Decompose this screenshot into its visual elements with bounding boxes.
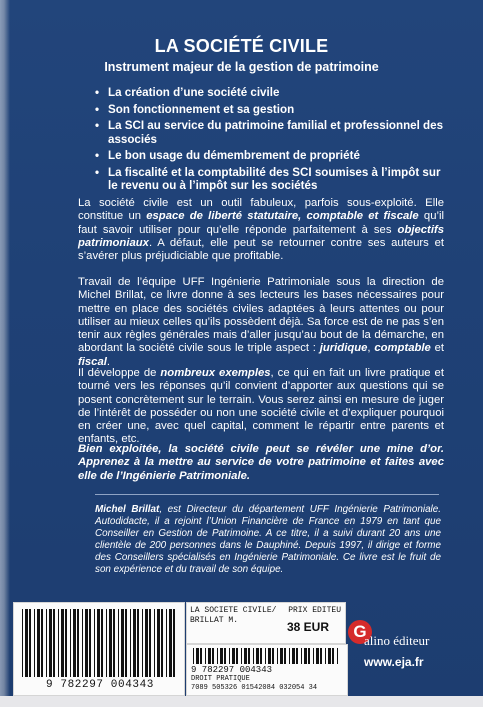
text-run: . A défaut, elle peut se retourner contre ses auteurs et s’avérer plus préjudiciable que profitable. [78, 236, 444, 263]
emphasis: objectifs patrimoniaux [78, 223, 444, 249]
publisher-name: alino éditeur [364, 633, 430, 648]
price-sticker [186, 602, 346, 644]
sticker-author: BRILLAT M. [190, 616, 239, 625]
publisher-logo-icon: G [348, 620, 372, 644]
emphasis: espace de liberté statutaire, comptable et fiscale [146, 210, 419, 223]
team-paragraph [78, 276, 444, 369]
text-run: et [430, 342, 445, 355]
emphasis: fiscal [78, 355, 107, 368]
text-run: La société civile est un outil fabuleux, parfois sous-exploité. Elle constitue un [78, 197, 444, 223]
author-name: Michel Brillat [95, 504, 160, 515]
sticker-price-label: PRIX EDITEU [288, 606, 341, 615]
closing-text: Bien exploitée, la société civile peut se révéler une mine d’or. Apprenez à la mettre au service de votre patrimoine et faites avec elle de l’Ingénierie Patrimoniale. [78, 443, 444, 482]
intro-paragraph [78, 197, 444, 263]
topic-item: • La SCI au service du patrimoine familial et professionnel des associés [95, 119, 445, 146]
publisher-website: www.eja.fr [364, 655, 424, 669]
barcode-bars [20, 609, 178, 677]
topic-item: • Le bon usage du démembrement de propriété [95, 149, 445, 163]
isbn-barcode [13, 602, 185, 696]
emphasis: juridique [319, 342, 368, 355]
store-barcode-digits: 9 782297 004343 [191, 665, 273, 675]
author-bio [95, 504, 441, 575]
text-run: Travail de l’équipe UFF Ingénierie Patrimoniale sous la direction de Michel Brillat, ce livre donne à ses lecteurs les bases nécessaires pour mettre en place des sociétés civiles adaptées à leurs attentes ou pour utiliser au mieux celles qu’ils possèdent déjà. Sa force est de ne pas s’en tenir aux règles générales mais d’aller jusqu’au bout de la démarche, en abordant la société civile sous le triple aspect : [78, 276, 444, 355]
emphasis: comptable [374, 342, 431, 355]
text-run: Il développe de [78, 367, 161, 379]
book-subtitle: Instrument majeur de la gestion de patrimoine [104, 60, 379, 74]
text-run: qu’il faut savoir utiliser pour qu’elle réponde parfaitement à ses [78, 210, 445, 236]
divider [95, 494, 439, 495]
emphasis: nombreux exemples [160, 367, 271, 379]
text-run: , [367, 342, 375, 355]
topic-item: • Son fonctionnement et sa gestion [95, 103, 445, 117]
store-barcode-label [186, 644, 348, 696]
sticker-title: LA SOCIETE CIVILE/ [190, 606, 277, 615]
cover-left-edge [0, 0, 10, 707]
store-barcode-bars [191, 648, 341, 664]
closing-paragraph [78, 443, 444, 483]
examples-paragraph [78, 367, 444, 447]
topics-list [95, 86, 445, 196]
sticker-price: 38 EUR [287, 620, 330, 634]
cover-bottom-edge [0, 696, 483, 707]
text-run: . [106, 355, 111, 368]
text-run: , ce qui en fait un livre pratique et tourné vers les réponses qu’il convient d’apporter aux questions qui se posent concrètement sur le terrain. Vous serez ainsi en mesure de juger de l’intérêt de posséder ou non une société civile et d’expliquer pourquoi en créer une, avec quel capital, comment le répartir entre parents et enfants, etc. [78, 367, 444, 446]
book-title: LA SOCIÉTÉ CIVILE [154, 36, 329, 56]
author-bio-text: , est Directeur du département UFF Ingénierie Patrimoniale. Autodidacte, il a rejoint l’Union Financière de France en 1979 en tant que Conseiller en Gestion de Patrimoine. A ce titre, il a suivi durant 20 ans une clientèle de 200 personnes dans le Dauphiné. Depuis 1997, il dirige et forme des Conseillers spécialisés en Ingénierie Patrimoniale. Ce livre est le fruit de son expérience et du travail de son équipe. [95, 504, 441, 575]
isbn-digits: 9 782297 004343 [45, 679, 155, 691]
topic-item: • La création d’une société civile [95, 86, 445, 100]
store-codes: 7089 505326 01542084 032054 34 [191, 684, 318, 692]
store-category: DROIT PRATIQUE [191, 675, 250, 683]
topic-item: • La fiscalité et la comptabilité des SCI soumises à l’impôt sur le revenu ou à l’impôt sur les sociétés [95, 166, 445, 193]
